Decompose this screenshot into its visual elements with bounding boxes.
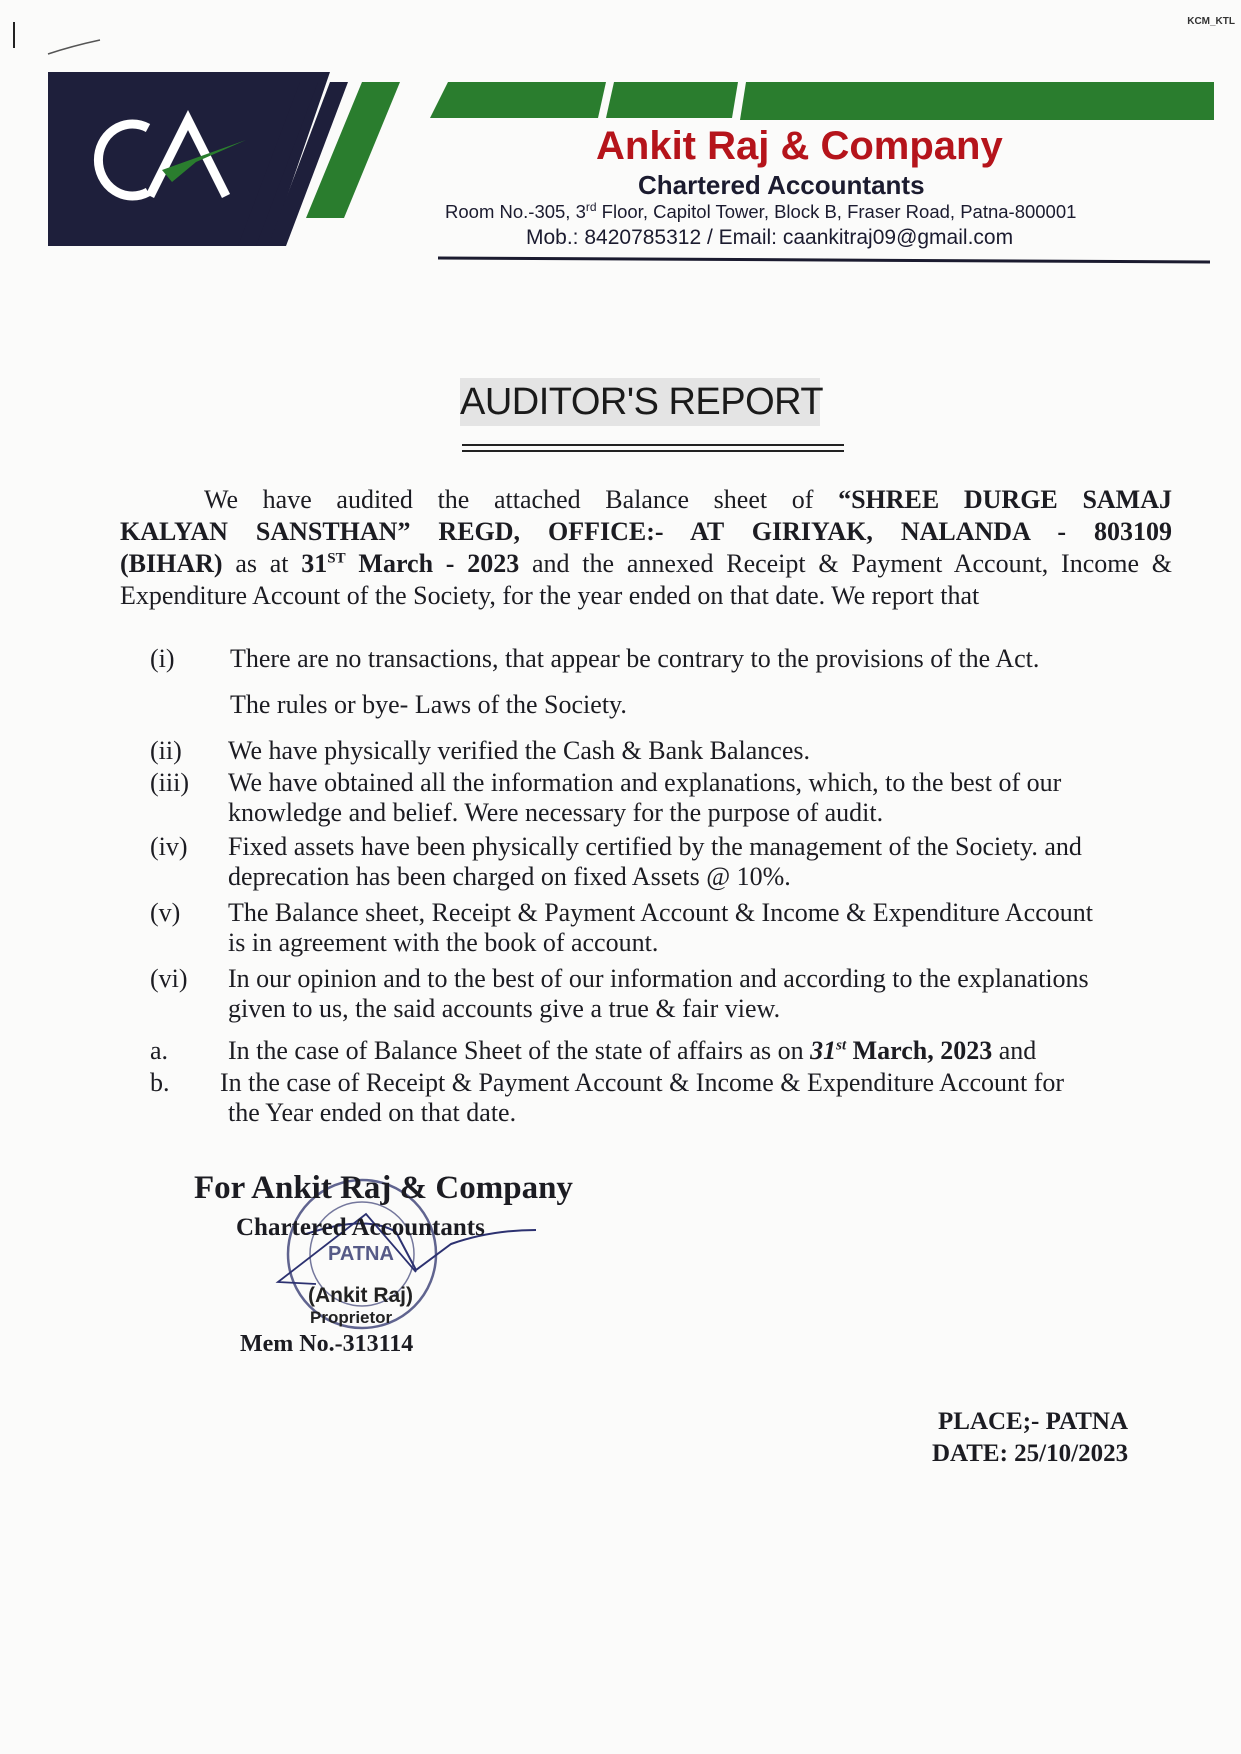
society-name-part-2: KALYAN SANSTHAN” REGD, OFFICE:- AT GIRIYAK, NALANDA - 803109 [120,517,1172,546]
item-line: Fixed assets have been physically certified by the management of the Society. and [228,832,1082,861]
item-text [228,1036,1228,1066]
intro-line-3 [120,548,1172,580]
item-letter: b. [150,1068,170,1097]
item-text [228,964,1228,1024]
top-mark: KCM_KTL [1187,16,1235,27]
intro-text: and the annexed Receipt & Payment Account, Income & [519,549,1173,578]
place: PLACE;- PATNA [938,1408,1129,1435]
item-line: is in agreement with the book of account. [228,928,659,957]
item-line: and [992,1036,1037,1065]
date: DATE: 25/10/2023 [932,1440,1129,1467]
item-line: In the case of Receipt & Payment Account & Income & Expenditure Account for [220,1068,1065,1097]
signature-designation: Chartered Accountants [236,1214,485,1241]
intro-line-1 [120,484,1172,516]
item-line: deprecation has been charged on fixed Assets @ 10%. [228,862,791,891]
address-post: Floor, Capitol Tower, Block B, Fraser Road, Patna-800001 [596,201,1077,223]
address-sup: rd [585,200,597,214]
green-bar-2 [606,82,738,118]
report-month-year: March - 2023 [345,549,520,578]
signatory-role: Proprietor [310,1308,393,1327]
item-text [228,898,1228,958]
intro-line-4: Expenditure Account of the Society, for the year ended on that date. We report that [120,581,980,610]
membership-number: Mem No.-313114 [240,1331,414,1357]
affairs-month-year: March, 2023 [846,1036,993,1065]
report-day-suffix: ST [327,550,346,567]
item-line: the Year ended on that date. [228,1098,517,1127]
item-letter: a. [150,1036,169,1065]
firm-address [445,200,1076,223]
item-line: In the case of Balance Sheet of the state of affairs as on [228,1036,811,1065]
item-text [220,1068,1210,1128]
report-day: 31 [301,549,328,578]
item-number: (i) [150,644,175,673]
firm-contact: Mob.: 8420785312 / Email: caankitraj09@gmail.com [526,226,1014,249]
intro-text: We have audited the attached Balance sheet of [204,485,839,514]
item-text [228,768,1228,828]
intro-text: as at [222,549,302,578]
green-bar-3 [740,82,1214,120]
item-text [228,832,1228,892]
item-line: given to us, the said accounts give a true & fair view. [228,994,781,1023]
item-number: (iii) [150,768,189,797]
letterhead [0,0,1241,290]
item-line: We have obtained all the information and explanations, which, to the best of our [228,768,1062,797]
item-number: (ii) [150,736,182,765]
item-text: We have physically verified the Cash & Bank Balances. [228,736,811,765]
item-number: (iv) [150,832,188,861]
address-pre: Room No.-305, 3 [445,201,586,223]
item-line: The Balance sheet, Receipt & Payment Account & Income & Expenditure Account [228,898,1093,927]
affairs-day: 31 [810,1036,837,1065]
item-number: (v) [150,898,181,927]
pen-mark [48,40,100,54]
firm-name: Ankit Raj & Company [596,124,1003,168]
green-bar-1 [430,82,606,118]
item-line: knowledge and belief. Were necessary for the purpose of audit. [228,798,884,827]
affairs-day-suffix: st [836,1037,847,1054]
firm-subtitle: Chartered Accountants [638,170,925,200]
stamp-city: PATNA [328,1243,394,1265]
intro-line-2 [120,516,1172,548]
item-text: The rules or bye- Laws of the Society. [230,690,627,719]
letterhead-rule [438,258,1210,262]
signature-firm: For Ankit Raj & Company [194,1170,573,1206]
title-double-rule [462,444,844,452]
item-number: (vi) [150,964,188,993]
signatory-name: (Ankit Raj) [308,1284,413,1307]
item-text: There are no transactions, that appear be contrary to the provisions of the Act. [230,644,1040,673]
item-line: In our opinion and to the best of our information and according to the explanations [228,964,1089,993]
society-name-part-1: “SHREE DURGE SAMAJ [838,485,1172,514]
intro-paragraph [120,484,1172,612]
state: (BIHAR) [120,549,223,578]
report-title: AUDITOR'S REPORT [460,378,820,426]
